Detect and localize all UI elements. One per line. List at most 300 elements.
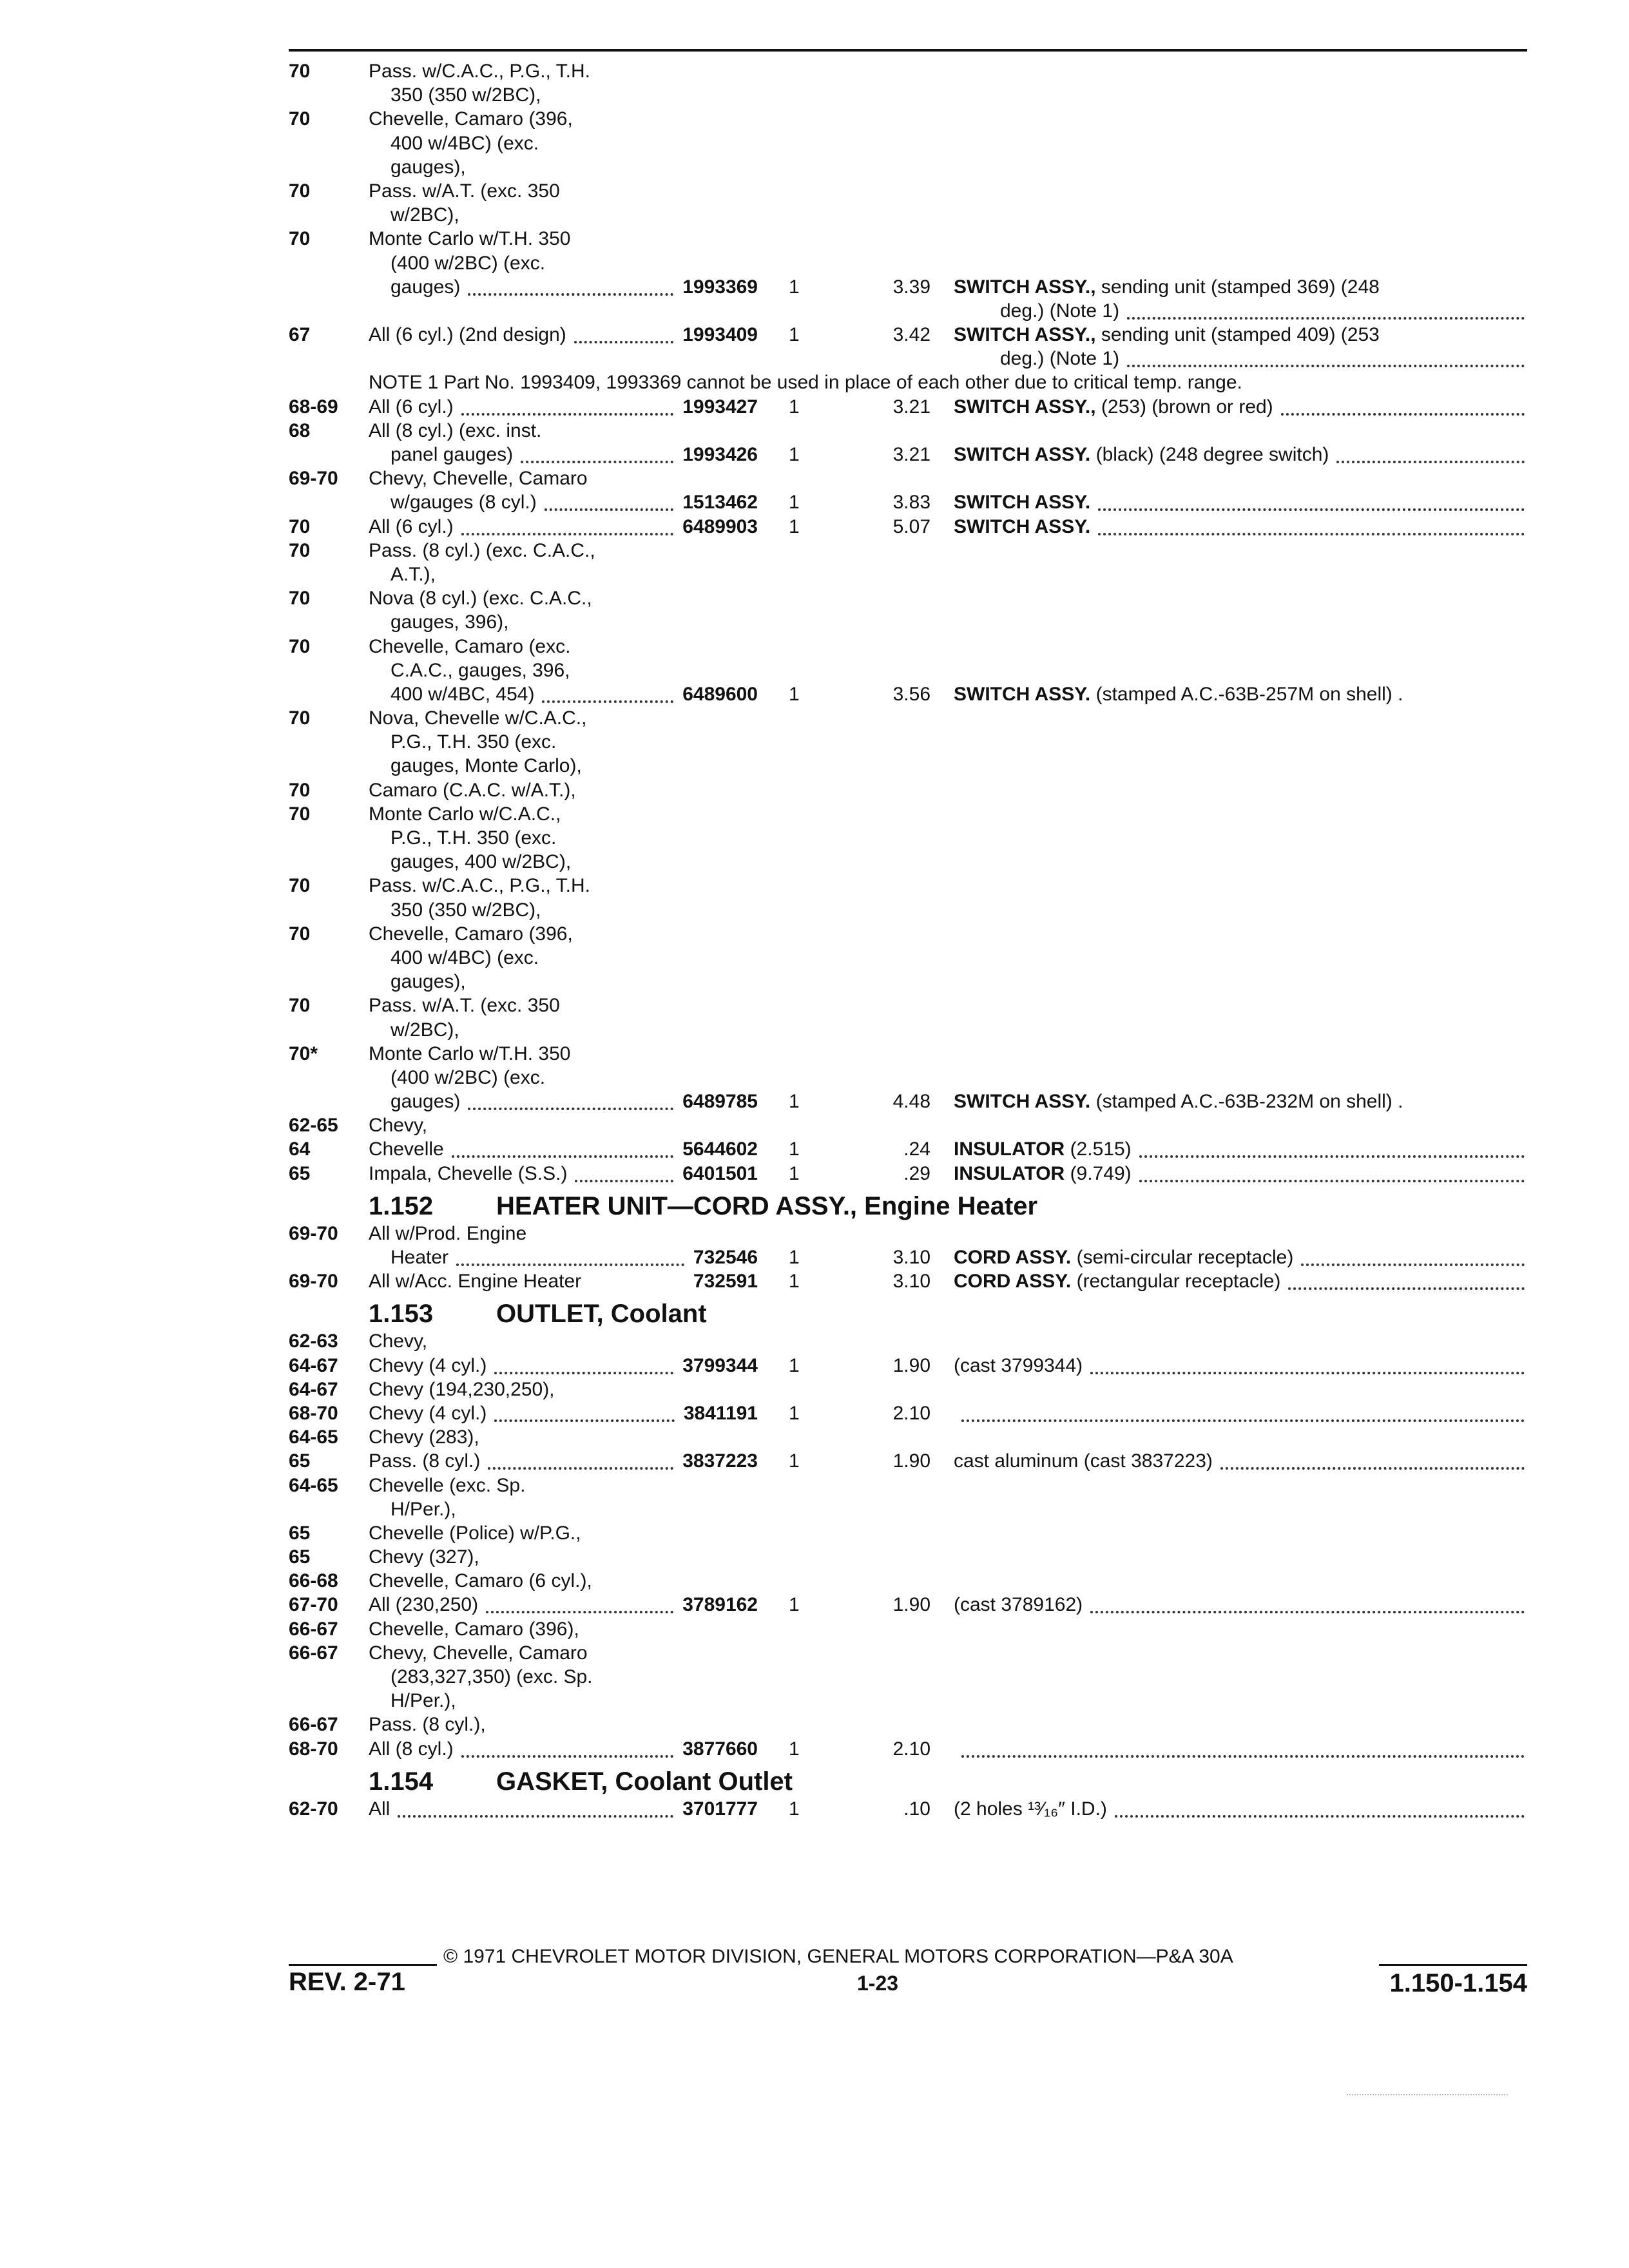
table-row [0, 898, 1629, 922]
price: 1.90 [892, 1354, 930, 1376]
section-heading [0, 1186, 1629, 1222]
description-text: (stamped A.C.-63B-257M on shell) . [1090, 683, 1403, 705]
revision-label: REV. 2-71 [289, 1968, 405, 1996]
quantity: 1 [789, 515, 800, 537]
table-row [0, 1569, 1629, 1593]
model-year: 68-70 [289, 1738, 338, 1760]
application-text: Monte Carlo w/C.A.C., [369, 803, 561, 825]
dot-leader [456, 1264, 684, 1266]
part-number: 732591 [693, 1271, 758, 1293]
table-row [0, 1378, 1629, 1401]
table-row [0, 635, 1629, 658]
description [1000, 299, 1119, 323]
table-row [0, 419, 1629, 443]
application-text: (400 w/2BC) (exc. [390, 252, 546, 274]
application-text: gauges, 396), [390, 611, 509, 633]
description-bold: CORD ASSY. [954, 1247, 1072, 1268]
table-row [0, 1401, 1629, 1425]
application-text: 400 w/4BC) (exc. [390, 132, 539, 154]
price: 3.83 [892, 492, 930, 514]
application-text: panel gauges) [390, 444, 514, 465]
table-row [0, 1018, 1629, 1042]
model-year: 62-65 [289, 1115, 338, 1137]
quantity: 1 [789, 1139, 800, 1160]
section-title: HEATER UNIT—CORD ASSY., Engine Heater [496, 1191, 1038, 1220]
table-row [0, 466, 1629, 490]
dot-leader [575, 1180, 673, 1182]
footer-rule-right [1379, 1964, 1527, 1966]
table-row [0, 778, 1629, 802]
scan-artifact [1347, 2094, 1508, 2095]
model-year: 64 [289, 1139, 311, 1160]
part-number: 3837223 [682, 1450, 758, 1472]
footer-rule-left [289, 1964, 437, 1966]
table-row [0, 203, 1629, 227]
table-row [0, 155, 1629, 179]
quantity: 1 [789, 276, 800, 298]
application-text: Nova (8 cyl.) (exc. C.A.C., [369, 588, 592, 610]
description-text: deg.) (Note 1) [1000, 348, 1120, 370]
part-number: 1993369 [682, 276, 758, 298]
description-bold: SWITCH ASSY. [954, 515, 1091, 537]
table-row [0, 347, 1629, 370]
application-text: P.G., T.H. 350 (exc. [390, 827, 557, 849]
page-number: 1-23 [857, 1972, 899, 1995]
dot-leader [461, 1755, 674, 1758]
table-row [0, 1689, 1629, 1713]
table-row [0, 1354, 1629, 1378]
application-text: w/2BC), [390, 204, 459, 226]
note-text: NOTE 1 Part No. 1993409, 1993369 cannot be used in place of each other due to critical temp. range. [369, 372, 1242, 394]
application-text: Chevelle [369, 1139, 444, 1160]
dot-leader [461, 413, 674, 416]
description-bold: SWITCH ASSY., [954, 396, 1096, 418]
description [1000, 347, 1119, 370]
model-year: 64-67 [289, 1378, 338, 1400]
application-text: (400 w/2BC) (exc. [390, 1066, 546, 1088]
table-row [0, 994, 1629, 1017]
model-year: 70 [289, 875, 311, 897]
model-year: 65 [289, 1162, 311, 1184]
table-row [0, 1329, 1629, 1353]
application-text: Chevelle, Camaro (exc. [369, 635, 571, 657]
application-text: H/Per.), [390, 1498, 456, 1520]
table-row [0, 59, 1629, 83]
model-year: 66-67 [289, 1642, 338, 1664]
table-row [0, 275, 1629, 299]
section-heading [0, 1293, 1629, 1329]
part-number: 6489600 [682, 683, 758, 705]
application-text: C.A.C., gauges, 396, [390, 659, 570, 681]
top-rule [289, 49, 1527, 52]
description-bold: SWITCH ASSY. [954, 444, 1091, 465]
dot-leader [494, 1372, 673, 1374]
description-bold: SWITCH ASSY. [954, 492, 1091, 514]
application-text: All (8 cyl.) (exc. inst. [369, 419, 542, 441]
table-row [0, 1113, 1629, 1137]
table-row [0, 1162, 1629, 1186]
table-row [0, 1042, 1629, 1066]
table-row [0, 1245, 1629, 1269]
description-bold: INSULATOR [954, 1139, 1065, 1160]
application-text: gauges, 400 w/2BC), [390, 851, 572, 873]
application-text: Chevy (327), [369, 1546, 479, 1568]
description [954, 1162, 1132, 1186]
application-text: w/gauges (8 cyl.) [390, 492, 537, 514]
application-text: Chevelle (exc. Sp. [369, 1474, 526, 1496]
description-text: (stamped A.C.-63B-232M on shell) . [1090, 1091, 1403, 1113]
dot-leader [494, 1419, 674, 1422]
part-number: 5644602 [682, 1139, 758, 1160]
description-text: (rectangular receptacle) [1071, 1271, 1281, 1293]
table-row [0, 874, 1629, 898]
application-text: P.G., T.H. 350 (exc. [390, 731, 557, 753]
dot-leader [542, 700, 673, 703]
model-year: 69-70 [289, 1222, 338, 1244]
application-text: Chevy (4 cyl.) [369, 1402, 487, 1424]
part-number: 6401501 [682, 1162, 758, 1184]
application-text: Pass. w/C.A.C., P.G., T.H. [369, 61, 590, 82]
application-text: 400 w/4BC, 454) [390, 683, 535, 705]
price: 3.42 [892, 324, 930, 346]
price: 3.10 [892, 1247, 930, 1268]
table-row [0, 515, 1629, 539]
price: .29 [903, 1162, 930, 1184]
price: .24 [903, 1139, 930, 1160]
parts-list [0, 59, 1629, 1821]
application-text: Pass. w/A.T. (exc. 350 [369, 180, 560, 202]
part-number: 732546 [693, 1247, 758, 1268]
description-text: (cast 3799344) [954, 1354, 1083, 1376]
application-text: Chevelle (Police) w/P.G., [369, 1522, 581, 1544]
description-text: cast aluminum (cast 3837223) [954, 1450, 1213, 1472]
price: 3.21 [892, 444, 930, 465]
model-year: 70 [289, 588, 311, 610]
application-text: (283,327,350) (exc. Sp. [390, 1666, 593, 1687]
table-row [0, 1066, 1629, 1090]
description-text: sending unit (stamped 409) (253 [1095, 324, 1380, 346]
application-text: Chevelle, Camaro (396, [369, 923, 573, 945]
application-text: Chevy (194,230,250), [369, 1378, 555, 1400]
model-year: 62-70 [289, 1798, 338, 1820]
application-text: gauges, Monte Carlo), [390, 755, 582, 777]
application-text: Chevy, [369, 1331, 428, 1352]
application-text: Chevelle, Camaro (396), [369, 1618, 579, 1640]
table-row [0, 826, 1629, 850]
table-row [0, 251, 1629, 275]
quantity: 1 [789, 1798, 800, 1820]
application-text: Chevelle, Camaro (6 cyl.), [369, 1570, 592, 1592]
description [954, 1245, 1293, 1269]
description-bold: SWITCH ASSY. [954, 683, 1091, 705]
description-bold: SWITCH ASSY., [954, 324, 1096, 346]
model-year: 70 [289, 803, 311, 825]
application-text: Heater [390, 1247, 449, 1268]
table-row [0, 443, 1629, 466]
quantity: 1 [789, 1450, 800, 1472]
description-text: (black) (248 degree switch) [1090, 444, 1329, 465]
dot-leader [1139, 1180, 1525, 1182]
copyright-text: © 1971 CHEVROLET MOTOR DIVISION, GENERAL MOTORS CORPORATION—P&A 30A [443, 1946, 1233, 1967]
quantity: 1 [789, 444, 800, 465]
quantity: 1 [789, 324, 800, 346]
model-year: 66-67 [289, 1714, 338, 1736]
model-year: 70 [289, 779, 311, 801]
part-number: 1993426 [682, 444, 758, 465]
price: 3.39 [892, 276, 930, 298]
application-text: w/2BC), [390, 1019, 459, 1041]
application-text: Chevy, Chevelle, Camaro [369, 1642, 588, 1664]
table-row [0, 1545, 1629, 1569]
application-text: Pass. w/C.A.C., P.G., T.H. [369, 875, 590, 897]
application-text: 400 w/4BC) (exc. [390, 947, 539, 968]
dot-leader [1127, 365, 1525, 367]
model-year: 68 [289, 419, 311, 441]
dot-leader [521, 461, 673, 463]
dot-leader [1098, 533, 1525, 535]
part-number: 3799344 [682, 1354, 758, 1376]
description [954, 323, 1380, 347]
application-text: All (230,250) [369, 1594, 479, 1616]
application-text: gauges) [390, 276, 461, 298]
section-title: OUTLET, Coolant [496, 1300, 707, 1329]
dot-leader [452, 1155, 673, 1158]
application-text: All (6 cyl.) (2nd design) [369, 324, 566, 346]
part-number: 3701777 [682, 1798, 758, 1820]
table-row [0, 1474, 1629, 1497]
dot-leader [1127, 317, 1525, 320]
quantity: 1 [789, 1247, 800, 1268]
description-text: sending unit (stamped 369) (248 [1095, 276, 1380, 298]
table-row [0, 850, 1629, 874]
quantity: 1 [789, 683, 800, 705]
part-number: 3789162 [682, 1594, 758, 1616]
table-row [0, 395, 1629, 419]
table-row [0, 562, 1629, 586]
quantity: 1 [789, 1354, 800, 1376]
table-row [0, 370, 1629, 394]
part-number: 1513462 [682, 492, 758, 514]
model-year: 69-70 [289, 1271, 338, 1293]
model-year: 67 [289, 324, 311, 346]
table-row [0, 1797, 1629, 1821]
description-bold: SWITCH ASSY., [954, 276, 1096, 298]
price: 2.10 [892, 1738, 930, 1760]
model-year: 70 [289, 515, 311, 537]
description-text: (9.749) [1065, 1162, 1132, 1184]
price: 1.90 [892, 1450, 930, 1472]
application-text: gauges) [390, 1091, 461, 1113]
table-row [0, 539, 1629, 562]
dot-leader [1115, 1815, 1525, 1818]
model-year: 70 [289, 108, 311, 130]
quantity: 1 [789, 1271, 800, 1293]
table-row [0, 802, 1629, 826]
application-text: Chevy, [369, 1115, 428, 1137]
table-row [0, 299, 1629, 323]
description-text: deg.) (Note 1) [1000, 300, 1120, 322]
dot-leader [545, 508, 673, 511]
table-row [0, 1137, 1629, 1161]
description-text: (2.515) [1065, 1139, 1132, 1160]
table-row [0, 922, 1629, 946]
application-text: All w/Prod. Engine [369, 1222, 527, 1244]
description-bold: INSULATOR [954, 1162, 1065, 1184]
description-text: (2 holes ¹³⁄₁₆″ I.D.) [954, 1798, 1107, 1820]
application-text: Monte Carlo w/T.H. 350 [369, 1043, 571, 1064]
table-row [0, 1737, 1629, 1761]
price: 5.07 [892, 515, 930, 537]
description [954, 443, 1329, 466]
quantity: 1 [789, 1091, 800, 1113]
description [954, 1449, 1213, 1473]
description [954, 1797, 1107, 1821]
description-bold: CORD ASSY. [954, 1271, 1072, 1293]
table-row [0, 1222, 1629, 1245]
section-title: GASKET, Coolant Outlet [496, 1767, 793, 1796]
quantity: 1 [789, 1402, 800, 1424]
application-text: Chevy, Chevelle, Camaro [369, 468, 588, 490]
application-text: Chevy (283), [369, 1427, 479, 1448]
application-text: Impala, Chevelle (S.S.) [369, 1162, 568, 1184]
table-row [0, 1665, 1629, 1689]
part-number: 3841191 [683, 1402, 758, 1424]
application-text: Chevy (4 cyl.) [369, 1354, 487, 1376]
table-row [0, 682, 1629, 706]
application-text: 350 (350 w/2BC), [390, 84, 541, 106]
table-row [0, 706, 1629, 730]
description [954, 1593, 1083, 1617]
table-row [0, 1593, 1629, 1617]
table-row [0, 490, 1629, 514]
table-row [0, 1521, 1629, 1545]
application-text: Camaro (C.A.C. w/A.T.), [369, 779, 576, 801]
model-year: 70 [289, 707, 311, 729]
page-footer [289, 1946, 1527, 2004]
model-year: 67-70 [289, 1594, 338, 1616]
quantity: 1 [789, 1594, 800, 1616]
application-text: Pass. (8 cyl.), [369, 1714, 486, 1736]
price: 2.10 [892, 1402, 930, 1424]
model-year: 68-69 [289, 396, 338, 418]
application-text: gauges), [390, 156, 466, 178]
price: 3.21 [892, 396, 930, 418]
dot-leader [486, 1611, 673, 1613]
dot-leader [468, 1108, 673, 1110]
model-year: 70 [289, 180, 311, 202]
table-row [0, 658, 1629, 682]
table-row [0, 1713, 1629, 1736]
dot-leader [574, 341, 673, 343]
application-text: All (6 cyl.) [369, 396, 454, 418]
dot-leader [1220, 1467, 1525, 1470]
model-year: 65 [289, 1450, 311, 1472]
model-year: 70 [289, 228, 311, 250]
model-year: 65 [289, 1522, 311, 1544]
model-year: 62-63 [289, 1331, 338, 1352]
table-row [0, 83, 1629, 107]
quantity: 1 [789, 1738, 800, 1760]
application-text: H/Per.), [390, 1690, 456, 1712]
model-year: 70 [289, 61, 311, 82]
dot-leader [1098, 508, 1525, 511]
model-year: 66-67 [289, 1618, 338, 1640]
model-year: 69-70 [289, 468, 338, 490]
model-year: 70* [289, 1043, 318, 1064]
price: 1.90 [892, 1594, 930, 1616]
part-number: 1993409 [682, 324, 758, 346]
dot-leader [1281, 413, 1525, 416]
application-text: Pass. (8 cyl.) (exc. C.A.C., [369, 539, 595, 561]
price: 3.10 [892, 1271, 930, 1293]
part-number: 3877660 [682, 1738, 758, 1760]
section-number: 1.152 [369, 1191, 434, 1220]
section-range: 1.150-1.154 [1389, 1969, 1527, 1997]
dot-leader [1090, 1372, 1525, 1374]
dot-leader [1090, 1611, 1525, 1613]
table-row [0, 1641, 1629, 1665]
model-year: 70 [289, 923, 311, 945]
table-row [0, 1449, 1629, 1473]
section-number: 1.154 [369, 1767, 434, 1796]
dot-leader [1301, 1264, 1525, 1266]
dot-leader [1336, 461, 1525, 463]
dot-leader [468, 293, 673, 296]
table-row [0, 586, 1629, 610]
application-text: gauges), [390, 971, 466, 993]
part-number: 6489785 [682, 1091, 758, 1113]
table-row [0, 946, 1629, 970]
dot-leader [1288, 1287, 1525, 1290]
table-row [0, 1617, 1629, 1641]
description [954, 1090, 1403, 1113]
description [954, 1269, 1280, 1293]
description [954, 515, 1090, 539]
application-text: Nova, Chevelle w/C.A.C., [369, 707, 587, 729]
description [954, 682, 1403, 706]
application-text: All w/Acc. Engine Heater [369, 1271, 582, 1293]
table-row [0, 323, 1629, 347]
description [954, 1137, 1132, 1161]
application-text: All (8 cyl.) [369, 1738, 454, 1760]
table-row [0, 131, 1629, 155]
table-row [0, 610, 1629, 634]
application-text: 350 (350 w/2BC), [390, 899, 541, 921]
application-text: All [369, 1798, 390, 1820]
model-year: 64-65 [289, 1427, 338, 1448]
dot-leader [488, 1467, 673, 1470]
table-row [0, 227, 1629, 251]
description [954, 395, 1273, 419]
section-number: 1.153 [369, 1300, 434, 1329]
application-text: Pass. (8 cyl.) [369, 1450, 481, 1472]
price: 3.56 [892, 683, 930, 705]
part-number: 1993427 [682, 396, 758, 418]
table-row [0, 730, 1629, 754]
application-text: All (6 cyl.) [369, 515, 454, 537]
model-year: 70 [289, 539, 311, 561]
description-text: (253) (brown or red) [1095, 396, 1273, 418]
description [954, 275, 1380, 299]
quantity: 1 [789, 396, 800, 418]
model-year: 66-68 [289, 1570, 338, 1592]
dot-leader [461, 533, 674, 535]
application-text: Monte Carlo w/T.H. 350 [369, 228, 571, 250]
quantity: 1 [789, 1162, 800, 1184]
dot-leader [398, 1815, 673, 1818]
description [954, 1354, 1083, 1378]
model-year: 64-65 [289, 1474, 338, 1496]
